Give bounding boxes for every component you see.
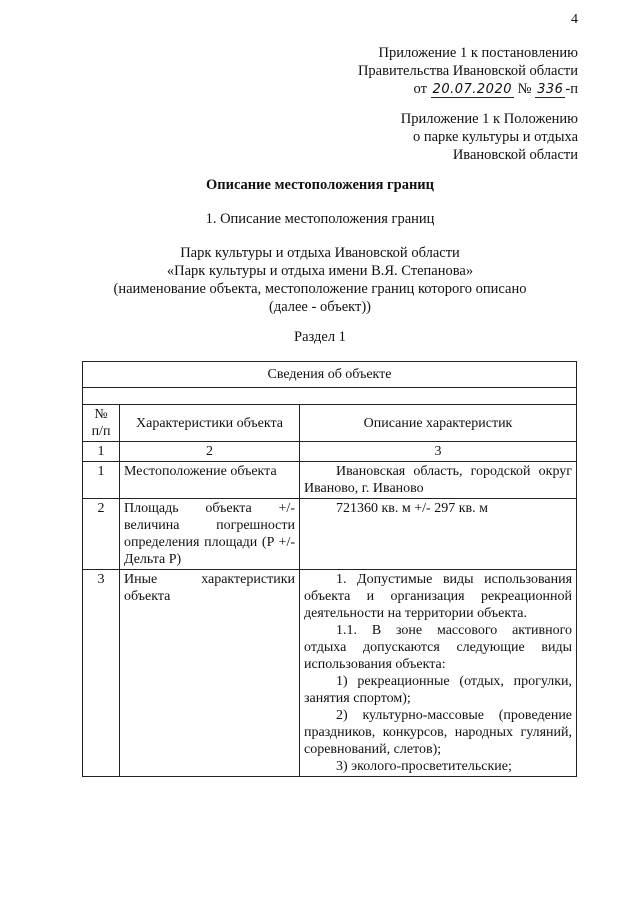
page-number: 4 xyxy=(571,12,578,27)
object-line2: «Парк культуры и отдыха имени В.Я. Степанова» xyxy=(166,263,474,279)
table-title-row xyxy=(83,362,577,388)
col-number-3: 3 xyxy=(300,442,577,462)
row-num: 1 xyxy=(83,462,120,499)
value-paragraph: 2) культурно-массовые (проведение праздников, конкурсов, народных гуляний, соревнований, слетов); xyxy=(304,708,573,757)
document-title: Описание местоположения границ xyxy=(205,177,435,193)
value-paragraph: 1) рекреационные (отдых, прогулки, занятия спортом); xyxy=(304,674,573,706)
appendix-header-date-line xyxy=(358,80,578,99)
section-heading: 1. Описание местоположения границ xyxy=(205,211,435,227)
column-number-row xyxy=(83,442,577,462)
from-label: от xyxy=(413,81,427,97)
col-number-1: 1 xyxy=(83,442,120,462)
value-paragraph: 3) эколого-просветительские; xyxy=(336,759,512,774)
row-value: 721360 кв. м +/- 297 кв. м xyxy=(300,499,577,570)
handwritten-number: 336 xyxy=(537,82,564,97)
table-row xyxy=(83,499,577,570)
col-number-2: 2 xyxy=(120,442,300,462)
header-description: Описание характеристик xyxy=(300,405,577,442)
table-spacer-row xyxy=(83,388,577,405)
regulation-header-line2: о парке культуры и отдыха xyxy=(412,129,578,145)
header-characteristics: Характеристики объекта xyxy=(120,405,300,442)
regulation-header-line1: Приложение 1 к Положению xyxy=(400,111,578,127)
appendix-header-line1: Приложение 1 к постановлению xyxy=(378,45,578,61)
table-title: Сведения об объекте xyxy=(83,362,577,388)
row-name: Иные характеристики объекта xyxy=(120,570,300,777)
object-line1: Парк культуры и отдыха Ивановской области xyxy=(180,245,460,261)
table-row xyxy=(83,462,577,499)
object-description xyxy=(0,244,640,316)
table-row xyxy=(83,570,577,777)
regulation-header-line3: Ивановской области xyxy=(452,147,578,163)
appendix-header xyxy=(358,44,578,99)
row-name: Местоположение объекта xyxy=(120,462,300,499)
header-num: № п/п xyxy=(83,405,120,442)
row-num: 3 xyxy=(83,570,120,777)
row-name: Площадь объекта +/- величина погрешности определения площади (P +/- Дельта P) xyxy=(120,499,300,570)
row-num: 2 xyxy=(83,499,120,570)
handwritten-date: 20.07.2020 xyxy=(432,82,512,97)
value-paragraph: 1.1. В зоне массового активного отдыха допускаются следующие виды использования объекта: xyxy=(304,623,573,672)
row-value xyxy=(300,570,577,777)
row-value: Ивановская область, городской округ Иваново, г. Иваново xyxy=(300,462,577,499)
section-label: Раздел 1 xyxy=(294,329,346,345)
number-suffix: -п xyxy=(565,81,578,97)
regulation-header xyxy=(401,110,578,164)
table-spacer xyxy=(83,388,577,405)
object-line4: (далее - объект)) xyxy=(268,299,371,315)
object-info-table xyxy=(82,361,577,777)
table-header-row xyxy=(83,405,577,442)
value-paragraph: 1. Допустимые виды использования объекта и организация рекреационной деятельности на территории объекта. xyxy=(304,572,573,621)
number-label: № xyxy=(517,81,532,97)
appendix-header-line2: Правительства Ивановской области xyxy=(357,63,578,79)
object-line3: (наименование объекта, местоположение границ которого описано xyxy=(113,281,527,297)
